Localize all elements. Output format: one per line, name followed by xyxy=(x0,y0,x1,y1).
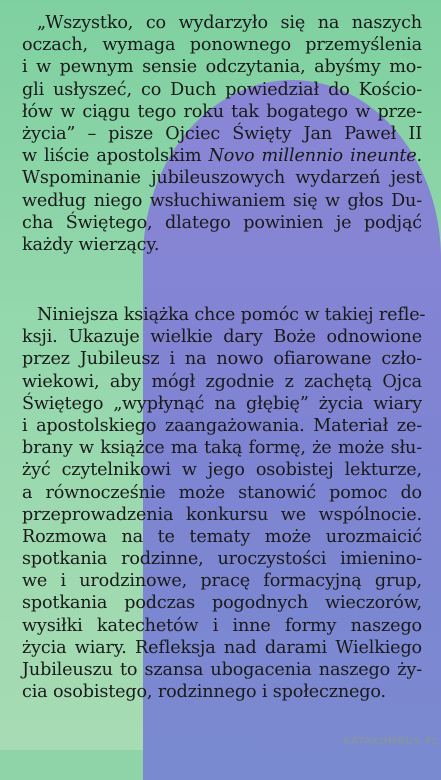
text-line: brany w książce ma taką formę, że może słu- xyxy=(22,438,422,459)
text-line: Niniejsza książka chce pomóc w takiej refle- xyxy=(37,305,426,325)
book-title-italic: Novo millennio ineunte. xyxy=(208,146,423,167)
text-line: wiekowi, aby mógł zgodnie z zachętą Ojca xyxy=(22,371,422,392)
text-line: ksji. Ukazuje wielkie dary Boże odnowione xyxy=(22,327,422,348)
text-line: „Wszystko, co wydarzyło się na naszych xyxy=(37,13,422,33)
text-line: przez Jubileusz i na nowo ofiarowane czło- xyxy=(22,349,422,370)
text-line: przeprowadzenia konkursu we wspólnocie. xyxy=(22,504,422,525)
text-line: oczach, wymaga ponownego przemyślenia xyxy=(22,35,422,56)
text-line: cha Świętego, dlatego powinien je podjąć xyxy=(22,212,422,233)
text-line: według niego wsłuchiwaniem się w głos Du- xyxy=(22,190,422,211)
text-line: spotkania rodzinne, uroczystości imienino- xyxy=(22,549,422,570)
text-line-pre: w liście apostolskim xyxy=(22,146,209,167)
text-line: każdy wierzący. xyxy=(22,234,160,255)
paragraph-1 xyxy=(22,12,422,256)
text-line: cia osobistego, rodzinnego i społecznego. xyxy=(22,682,386,703)
text-line: Wspominanie jubileuszowych wydarzeń jest xyxy=(22,168,422,189)
text-line: spotkania podczas pogodnych wieczorów, xyxy=(22,593,422,614)
text-line: Jubileuszu to szansa ubogacenia naszego ży- xyxy=(22,660,422,680)
text-line: życia wiary. Refleksja nad darami Wielkiego xyxy=(22,637,422,658)
text-line: żyć czytelnikowi w jego osobistej lekturze, xyxy=(22,460,422,481)
text-line: a równocześnie może stanowić pomoc do xyxy=(22,482,422,503)
paragraph-2 xyxy=(22,304,426,703)
text-line: i w pewnym sensie odczytania, abyśmy mo- xyxy=(22,57,422,78)
text-line xyxy=(22,145,422,167)
text-line: gli usłyszeć, co Duch powiedział do Kościo- xyxy=(22,79,422,100)
watermark: KATAKUMBUS.PL xyxy=(343,736,439,747)
text-line: Rozmowa na te tematy może urozmaicić xyxy=(22,526,422,547)
text-line: we i urodzinowe, pracę formacyjną grup, xyxy=(22,571,422,592)
text-line: i apostolskiego zaangażowania. Materiał ze- xyxy=(22,415,422,436)
text-line: Świętego „wypłynąć na głębię” życia wiary xyxy=(22,393,422,414)
text-line: wysiłki katechetów i inne formy naszego xyxy=(22,615,422,636)
text-line: życia” – pisze Ojciec Święty Jan Paweł II xyxy=(22,123,422,144)
text-line: łów w ciągu tego roku tak bogatego w prze- xyxy=(22,101,422,122)
